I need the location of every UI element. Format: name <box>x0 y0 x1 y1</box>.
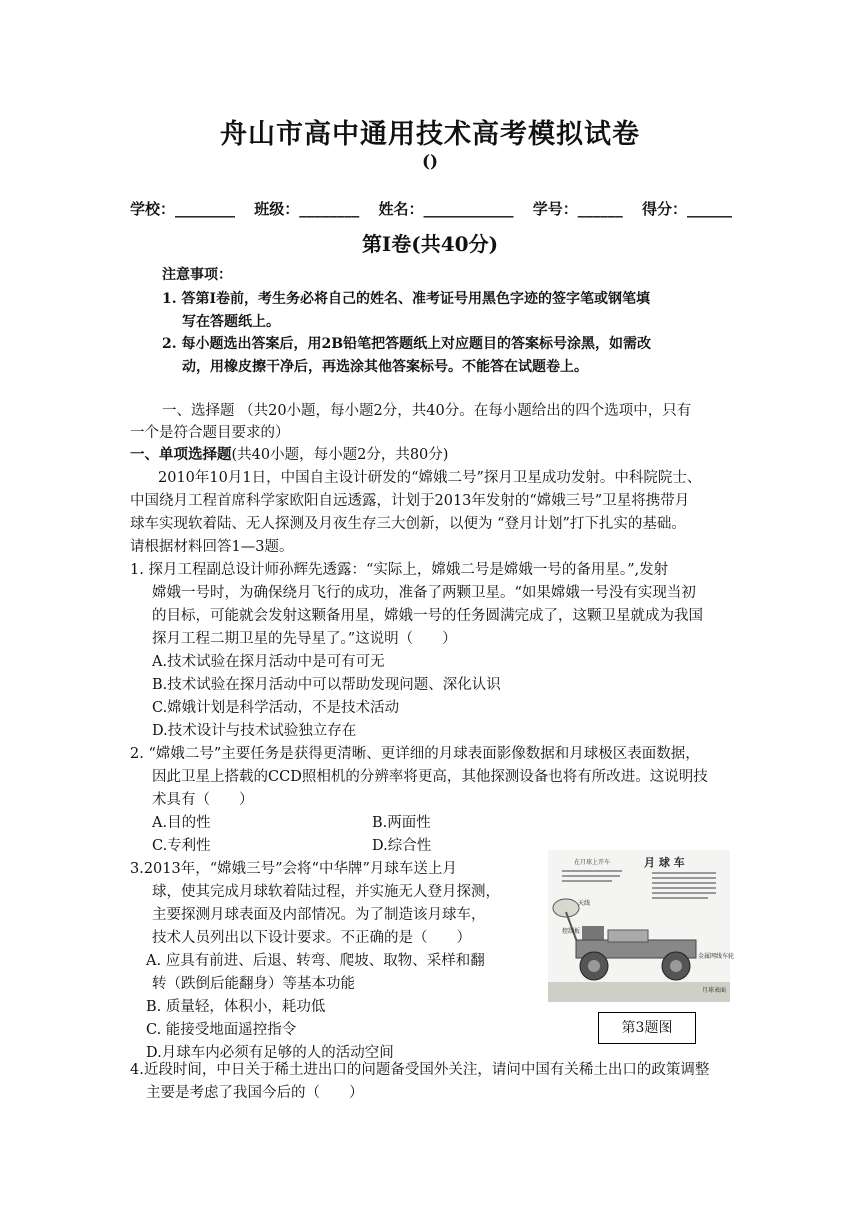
notice-item-2-cont: 动，用橡皮擦干净后，再选涂其他答案标号。不能答在试题卷上。 <box>182 359 588 375</box>
intro-line-1: 2010年10月1日，中国自主设计研发的“嫦娥二号”探月卫星成功发射。中科院院士、 <box>158 470 702 486</box>
volume-heading: 第Ⅰ卷(共40分) <box>361 232 499 256</box>
notice-heading: 注意事项： <box>162 267 232 283</box>
q4-line-2: 主要是考虑了我国今后的（ ） <box>146 1085 364 1101</box>
control-panel <box>582 926 604 940</box>
rover-seats <box>608 930 648 942</box>
student-id-field[interactable]: 学号：______ <box>532 200 623 218</box>
q1-line-3: 的目标，可能就会发射这颗备用星，嫦娥一号的任务圆满完成了，这颗卫星就成为我国 <box>152 608 703 624</box>
lunar-rover-illustration <box>548 850 735 1002</box>
q1-line-4: 探月工程二期卫星的先导星了。”这说明（ ） <box>152 631 457 647</box>
figure-text-block-right-4 <box>652 887 716 889</box>
intro-line-2: 中国绕月工程首席科学家欧阳自远透露，计划于2013年发射的“嫦娥三号”卫星将携带月 <box>130 493 690 509</box>
figure-label-antenna: 天线 <box>578 900 591 907</box>
figure-heading: 月 球 车 <box>644 856 685 869</box>
notice-item-2: 2. 每小题选出答案后，用2B铅笔把答题纸上对应题目的答案标号涂黑，如需改 <box>162 336 652 352</box>
q4-line-1: 4.近段时间，中日关于稀土进出口的问题备受国外关注，请问中国有关稀土出口的政策调整 <box>130 1062 710 1078</box>
notice-item-1: 1. 答第Ⅰ卷前，考生务必将自己的姓名、准考证号用黑色字迹的签字笔或钢笔填 <box>162 291 651 307</box>
subsection-rest: (共40小题，每小题2分，共80分) <box>231 447 449 463</box>
class-field[interactable]: 班级：________ <box>254 200 360 218</box>
q3-line-3: 主要探测月球表面及内部情况。为了制造该月球车， <box>152 907 486 923</box>
figure-label-wheel: 金属网线车轮 <box>698 953 735 960</box>
q3-line-4: 技术人员列出以下设计要求。不正确的是（ ） <box>152 930 471 946</box>
figure-text-block-right-1 <box>652 872 716 874</box>
q1-option-c: C.嫦娥计划是科学活动，不是技术活动 <box>152 700 400 716</box>
figure-text-block-right-6 <box>652 897 708 899</box>
q3-option-c: C. 能接受地面遥控指令 <box>146 1022 297 1038</box>
lunar-rover-figure <box>548 850 735 1002</box>
school-field[interactable]: 学校：________ <box>130 200 236 218</box>
section-title-line2: 一个是符合题目要求的） <box>130 425 290 441</box>
q2-line-3: 术具有（ ） <box>152 792 254 808</box>
q2-option-c: C.专利性 <box>152 838 211 854</box>
q3-option-b: B. 质量轻，体积小，耗功低 <box>146 999 326 1015</box>
figure-text-block-right-2 <box>652 877 716 879</box>
q1-line-1: 1. 探月工程副总设计师孙辉先透露：“实际上，嫦娥二号是嫦娥一号的备用星。”,发射 <box>130 562 669 578</box>
student-info-line <box>130 198 746 219</box>
score-field[interactable]: 得分：______ <box>642 200 733 218</box>
q1-option-a: A.技术试验在探月活动中是可有可无 <box>152 654 385 670</box>
q3-line-2: 球，使其完成月球软着陆过程，并实施无人登月探测， <box>152 884 500 900</box>
figure-text-block-left-1 <box>562 870 622 872</box>
rover-hub-rear <box>670 960 682 972</box>
q2-line-2: 因此卫星上搭载的CCD照相机的分辨率将更高，其他探测设备也将有所改进。这说明技 <box>152 769 708 785</box>
figure-label-surface: 月球表面 <box>702 987 727 994</box>
intro-line-3: 球车实现软着陆、无人探测及月夜生存三大创新，以便为 “登月计划”打下扎实的基础。 <box>130 516 686 532</box>
name-field[interactable]: 姓名：____________ <box>378 200 514 218</box>
figure-text-block-left-2 <box>562 875 620 877</box>
q1-line-2: 嫦娥一号时，为确保绕月飞行的成功，准备了两颗卫星。“如果嫦娥一号没有实现当初 <box>152 585 696 601</box>
q3-option-a: A. 应具有前进、后退、转弯、爬坡、取物、采样和翻 <box>146 953 485 969</box>
figure-text-block-right-3 <box>652 882 716 884</box>
q3-line-1: 3.2013年，“嫦娥三号”会将“中华牌”月球车送上月 <box>130 861 457 877</box>
figure-text-block-right-5 <box>652 892 716 894</box>
subsection-bold: 一、单项选择题 <box>130 446 232 463</box>
q2-option-d: D.综合性 <box>372 838 432 854</box>
figure-label-console: 控制板 <box>562 928 581 935</box>
q2-line-1: 2. “嫦娥二号”主要任务是获得更清晰、更详细的月球表面影像数据和月球极区表面数据， <box>130 746 700 762</box>
q2-option-a: A.目的性 <box>152 815 211 831</box>
rover-hub-front <box>588 960 600 972</box>
q1-option-d: D.技术设计与技术试验独立存在 <box>152 723 357 739</box>
notice-item-1-cont: 写在答题纸上。 <box>182 314 280 330</box>
figure-label-history: 在月球上开车 <box>574 859 611 866</box>
subsection-title <box>130 444 448 467</box>
section-title-line1: 一、选择题 （共20小题，每小题2分，共40分。在每小题给出的四个选项中，只有 <box>162 403 692 419</box>
exam-subtitle: () <box>421 152 439 172</box>
exam-title: 舟山市高中通用技术高考模拟试卷 <box>220 119 640 150</box>
intro-line-4: 请根据材料回答1—3题。 <box>130 539 294 555</box>
q3-option-d: D.月球车内必须有足够的人的活动空间 <box>146 1045 394 1061</box>
q3-option-a-cont: 转（跌倒后能翻身）等基本功能 <box>152 976 355 992</box>
figure-caption: 第3题图 <box>598 1012 696 1044</box>
q1-option-b: B.技术试验在探月活动中可以帮助发现问题、深化认识 <box>152 677 501 693</box>
q2-option-b: B.两面性 <box>372 815 431 831</box>
figure-text-block-left-3 <box>562 880 612 882</box>
